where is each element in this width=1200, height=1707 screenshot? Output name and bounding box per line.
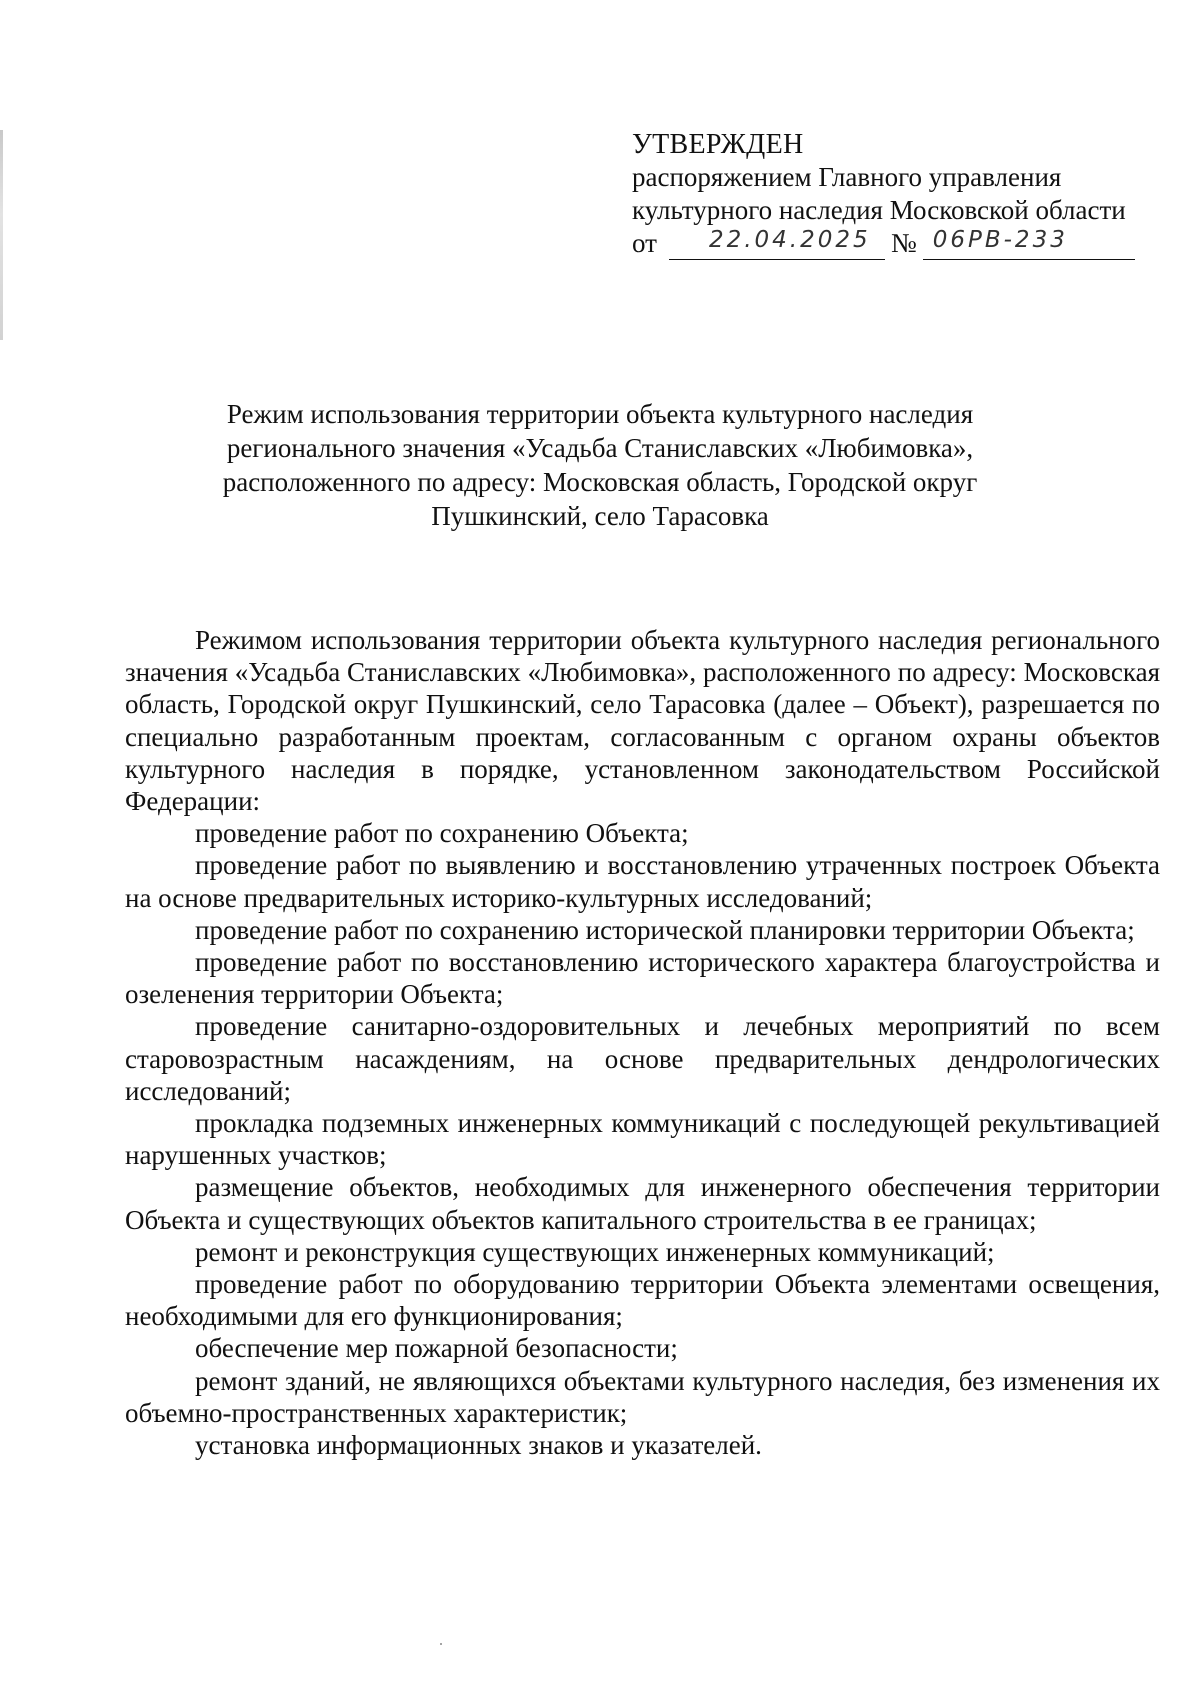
list-item: проведение санитарно-оздоровительных и лечебных мероприятий по всем старовозрастным насаждениям, на основе предварительных дендрологических исследований;	[125, 1011, 1160, 1106]
title-line: регионального значения «Усадьба Станиславских «Любимовка»,	[226, 433, 974, 463]
approval-date-number-row	[632, 227, 1135, 260]
list-item: проведение работ по сохранению Объекта;	[195, 818, 689, 849]
approval-line-2: культурного наследия Московской области	[632, 195, 1126, 225]
approval-line-1: распоряжением Главного управления	[632, 162, 1062, 192]
list-item: проведение работ по выявлению и восстановлению утраченных построек Объекта на основе предварительных историко-культурных исследований;	[125, 850, 1160, 913]
list-item: размещение объектов, необходимых для инженерного обеспечения территории Объекта и существующих объектов капитального строительства в ее границах;	[125, 1172, 1160, 1235]
title-line: Пушкинский, село Тарасовка	[431, 501, 769, 531]
approval-block	[632, 128, 1135, 260]
list-item: обеспечение мер пожарной безопасности;	[195, 1333, 678, 1364]
list-item: проведение работ по оборудованию территории Объекта элементами освещения, необходимыми для его функционирования;	[125, 1269, 1160, 1332]
from-label: от	[632, 228, 657, 258]
list-item: проведение работ по восстановлению исторического характера благоустройства и озеленения территории Объекта;	[125, 947, 1160, 1010]
list-item: прокладка подземных инженерных коммуникаций с последующей рекультивацией нарушенных участков;	[125, 1108, 1160, 1171]
list-item: установка информационных знаков и указателей.	[195, 1430, 762, 1461]
handwritten-number: 06РВ-233	[932, 227, 1068, 253]
handwritten-date: 22.04.2025	[708, 227, 871, 253]
document-body	[125, 624, 1160, 1461]
number-field	[923, 229, 1135, 260]
approval-heading: УТВЕРЖДЕН	[632, 129, 804, 160]
title-line: Режим использования территории объекта культурного наследия	[226, 399, 974, 429]
list-item: проведение работ по сохранению исторической планировки территории Объекта;	[195, 914, 1135, 945]
list-item: ремонт и реконструкция существующих инженерных коммуникаций;	[195, 1236, 995, 1267]
scan-edge-artifact	[0, 130, 3, 340]
document-title	[150, 397, 1050, 533]
title-line: расположенного по адресу: Московская область, Городской округ	[222, 467, 978, 497]
list-item: ремонт зданий, не являющихся объектами культурного наследия, без изменения их объемно-пространственных характеристик;	[125, 1365, 1160, 1428]
intro-paragraph: Режимом использования территории объекта культурного наследия регионального значения «Усадьба Станиславских «Любимовка», расположенного по адресу: Московская область, Городской округ Пушкинский, село Тарасовка (далее – Объект), разрешается по специально разработанным проектам, согласованным с органом охраны объектов культурного наследия в порядке, установленном законодательством Российской Федерации:	[125, 625, 1160, 817]
number-label: №	[890, 228, 917, 258]
date-field	[669, 229, 885, 260]
scan-speck	[440, 1643, 442, 1645]
